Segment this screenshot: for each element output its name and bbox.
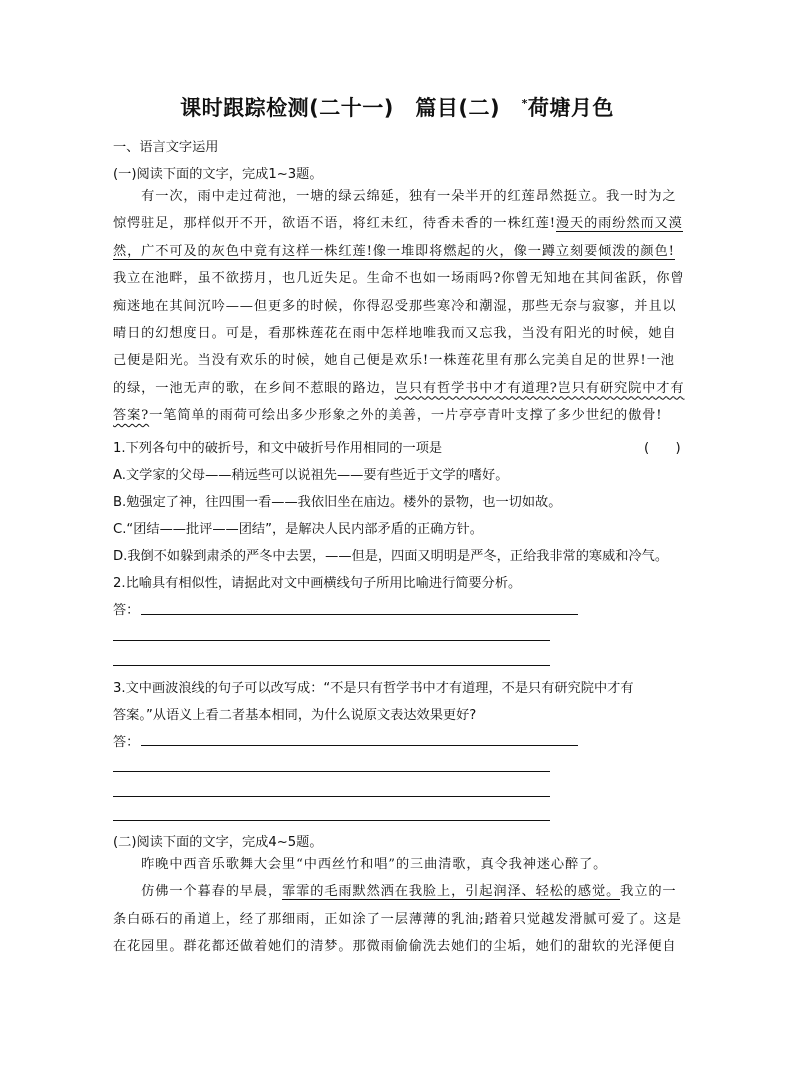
passage1-row (113, 238, 681, 265)
underlined-sentence: 霏霏的毛雨默然洒在我脸上，引起润泽、轻松的感觉。 (282, 884, 621, 900)
passage1-row (113, 402, 681, 429)
text-run: 仿佛一个暮春的早晨， (113, 884, 283, 900)
wavy-underlined-sentence: 岂只有哲学书中才有道理?岂只有研究院中才有 (394, 380, 685, 396)
text-run: 己便是阳光。当没有欢乐的时候，她自己便是欢乐!一株莲花里有那么完美自足的世界!一池 (113, 353, 675, 369)
passage2-intro: (二)阅读下面的文字，完成4~5题。 (113, 835, 323, 850)
passage2-row (113, 878, 681, 905)
title-main: 课时跟踪检测(二十一) 篇目(二) (180, 96, 522, 120)
q3-stem-line2: 答案。”从语义上看二者基本相同，为什么说原文表达效果更好? (113, 708, 477, 723)
q1-stem: 1.下列各句中的破折号，和文中破折号作用相同的一项是 (113, 441, 443, 456)
text-run: 有一次，雨中走过荷池，一塘的绿云绵延，独有一朵半开的红莲昂然挺立。我一时为之 (113, 189, 677, 204)
passage1-text (113, 183, 685, 430)
text-run: 痴迷地在其间沉吟——但更多的时候，你得忍受那些寒冷和潮湿，那些无奈与寂寥，并且以 (113, 298, 677, 314)
passage1-row (113, 347, 681, 374)
q2-answer-label: 答： (113, 603, 140, 618)
text-run: 昨晚中西音乐歌舞大会里“中西丝竹和唱”的三曲清歌，真令我神迷心醉了。 (113, 857, 608, 872)
text-run: 一笔简单的雨荷可绘出多少形象之外的美善，一片亭亭青叶支撑了多少世纪的傲骨! (149, 408, 663, 424)
text-run: 条白砾石的甬道上，经了那细雨，正如涂了一层薄薄的乳油;踏着只觉越发滑腻可爱了。这是 (113, 911, 682, 927)
q1-option-c: C.“团结——批评——团结”，是解决人民内部矛盾的正确方针。 (113, 522, 483, 537)
passage1-row (113, 183, 681, 210)
passage1-row (113, 320, 681, 347)
q3-stem-line1: 3.文中画波浪线的句子可以改写成：“不是只有哲学书中才有道理，不是只有研究院中才有 (113, 681, 634, 696)
passage2-row (113, 851, 681, 878)
answer-line[interactable] (141, 745, 578, 746)
title-asterisk: * (521, 97, 528, 110)
passage2-row (113, 933, 681, 960)
q2-stem: 2.比喻具有相似性，请据此对文中画横线句子所用比喻进行简要分析。 (113, 576, 522, 591)
title-topic: 荷塘月色 (527, 96, 614, 120)
text-run: 在花园里。群花都还做着她们的清梦。那微雨偷偷洗去她们的尘垢，她们的甜软的光泽便自 (113, 939, 677, 955)
text-run: 我立在池畔，虽不欲捞月，也几近失足。生命不也如一场雨吗?你曾无知地在其间雀跃，你曾 (113, 271, 685, 287)
answer-line[interactable] (113, 640, 550, 641)
answer-line[interactable] (141, 614, 578, 615)
underlined-metaphor: 然，广不可及的灰色中竟有这样一株红莲!像一堆即将燃起的火，像一蹲立刻要倾泼的颜色! (113, 243, 675, 259)
q1-answer-paren[interactable]: ( ) (644, 441, 681, 456)
answer-line[interactable] (113, 771, 550, 772)
text-run: 惊愕驻足，那样似开不开，欲语不语，将红未红，待香未香的一株红莲! (113, 216, 556, 232)
underlined-metaphor: 漫天的雨纷然而又漠 (555, 216, 683, 232)
q1-option-b: B.勉强定了神，往四围一看——我依旧坐在庙边。楼外的景物，也一切如故。 (113, 495, 562, 510)
passage1-row (113, 375, 685, 402)
passage2-text (113, 851, 681, 961)
passage2-row (113, 906, 681, 933)
page-title (0, 92, 794, 122)
text-run: 的绿，一池无声的歌，在乡间不惹眼的路边， (113, 380, 395, 396)
passage1-intro: (一)阅读下面的文字，完成1~3题。 (113, 167, 323, 182)
passage1-row (113, 293, 681, 320)
q1-option-a: A.文学家的父母——稍远些可以说祖先——要有些近于文学的嗜好。 (113, 468, 509, 483)
q3-answer-label: 答： (113, 735, 140, 750)
q1-option-d: D.我倒不如躲到肃杀的严冬中去罢，——但是，四面又明明是严冬，正给我非常的寒威和冷气。 (113, 549, 669, 564)
section-heading: 一、语言文字运用 (113, 140, 219, 155)
answer-line[interactable] (113, 820, 550, 821)
text-run: 晴日的幻想度日。可是，看那株莲花在雨中怎样地唯我而又忘我，当没有阳光的时候，她自 (113, 325, 677, 341)
passage1-row (113, 210, 681, 237)
text-run: 我立的一 (620, 884, 677, 900)
answer-line[interactable] (113, 665, 550, 666)
passage1-row (113, 265, 685, 292)
wavy-underlined-sentence: 答案? (113, 408, 150, 424)
answer-line[interactable] (113, 796, 550, 797)
